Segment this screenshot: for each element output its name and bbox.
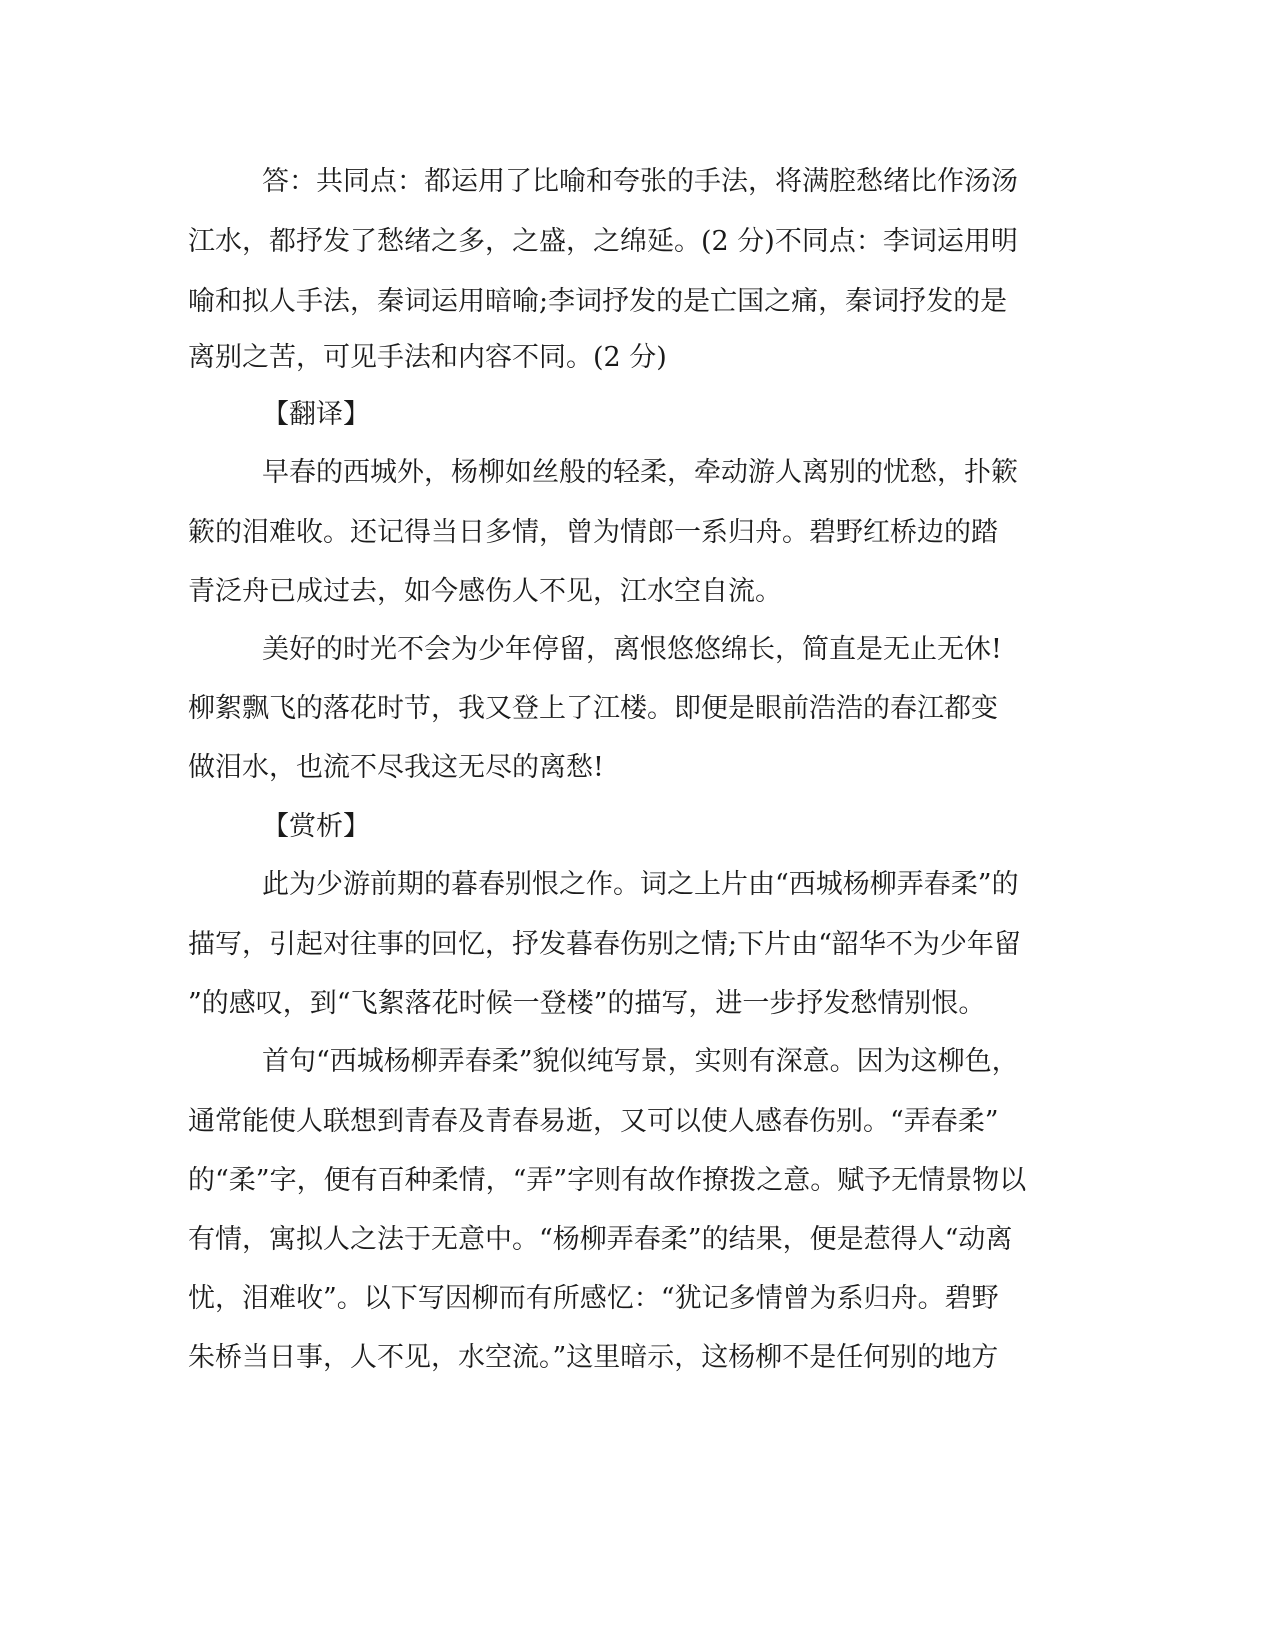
- translation-p1-line-1: 早春的西城外，杨柳如丝般的轻柔，牵动游人离别的忧愁，扑簌: [262, 457, 1018, 488]
- answer-line-3: 喻和拟人手法，秦词运用暗喻;李词抒发的是亡国之痛，秦词抒发的是: [188, 286, 1008, 317]
- answer-line-1: 答：共同点：都运用了比喻和夸张的手法，将满腔愁绪比作汤汤: [262, 166, 1018, 197]
- answer-line-2: 江水，都抒发了愁绪之多，之盛，之绵延。(2 分)不同点：李词运用明: [188, 226, 1018, 257]
- analysis-p2-line-4: 有情，寓拟人之法于无意中。“杨柳弄春柔”的结果，便是惹得人“动离: [188, 1224, 1013, 1255]
- translation-heading: 【翻译】: [262, 399, 370, 430]
- analysis-p2-line-3: 的“柔”字，便有百种柔情，“弄”字则有故作撩拨之意。赋予无情景物以: [188, 1165, 1027, 1196]
- translation-p1-line-2: 簌的泪难收。还记得当日多情，曾为情郎一系归舟。碧野红桥边的踏: [188, 517, 998, 548]
- analysis-heading: 【赏析】: [262, 811, 370, 842]
- analysis-p2-line-1: 首句“西城杨柳弄春柔”貌似纯写景，实则有深意。因为这柳色，: [262, 1046, 1019, 1077]
- analysis-p2-line-5: 忧，泪难收”。以下写因柳而有所感忆：“犹记多情曾为系归舟。碧野: [188, 1283, 999, 1314]
- analysis-p1-line-1: 此为少游前期的暮春别恨之作。词之上片由“西城杨柳弄春柔”的: [262, 869, 1019, 900]
- translation-p2-line-2: 柳絮飘飞的落花时节，我又登上了江楼。即便是眼前浩浩的春江都变: [188, 693, 998, 724]
- analysis-p1-line-2: 描写，引起对往事的回忆，抒发暮春伤别之情;下片由“韶华不为少年留: [188, 929, 1021, 960]
- translation-p2-line-3: 做泪水，也流不尽我这无尽的离愁!: [188, 752, 604, 783]
- analysis-p1-line-3: ”的感叹，到“飞絮落花时候一登楼”的描写，进一步抒发愁情别恨。: [188, 988, 986, 1019]
- analysis-p2-line-2: 通常能使人联想到青春及青春易逝，又可以使人感春伤别。“弄春柔”: [188, 1106, 999, 1137]
- translation-p2-line-1: 美好的时光不会为少年停留，离恨悠悠绵长，简直是无止无休!: [262, 634, 1002, 665]
- translation-p1-line-3: 青泛舟已成过去，如今感伤人不见，江水空自流。: [188, 576, 782, 607]
- analysis-p2-line-6: 朱桥当日事，人不见，水空流。”这里暗示，这杨柳不是任何别的地方: [188, 1342, 999, 1373]
- answer-line-4: 离别之苦，可见手法和内容不同。(2 分): [188, 342, 667, 373]
